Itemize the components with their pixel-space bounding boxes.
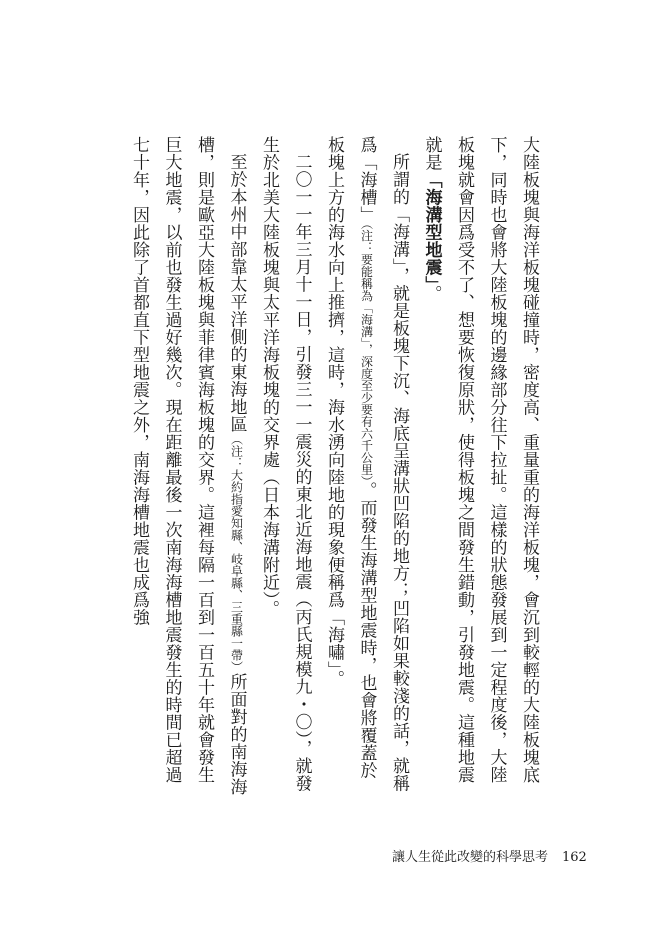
- book-title: 讓人生從此改變的科學思考: [392, 850, 549, 865]
- page-number: 162: [562, 850, 587, 865]
- paragraph-4: [123, 136, 253, 796]
- paragraph-2-text-b: 。而發生海溝型地震時，也會將覆蓋於板塊上方的海水向上推擠，這時，海水湧向陸地的現象便稱爲「海嘯」。: [324, 136, 377, 779]
- paragraph-1-end: 。: [421, 285, 442, 303]
- body-text: [105, 136, 545, 796]
- paragraph-2-text-a: 所謂的「海溝」，就是板塊下沉、海底呈溝狀凹陷的地方；凹陷如果較淺的話，就稱爲「海槽」: [356, 136, 409, 792]
- paragraph-4-text-b: 所面對的南海海槽，則是歐亞大陸板塊與菲律賓海板塊的交界。這裡每隔一百到一百五十年就會發生巨大地震，以前也發生過好幾次。現在距離最後一次南海海槽地震發生的時間已超過七十年，因此除了首都直下型地震之外，南海海槽地震也成爲強: [129, 136, 247, 796]
- paragraph-1-text: 大陸板塊與海洋板塊碰撞時，密度高、重量重的海洋板塊，會沉到較輕的大陸板塊底下，同時也會將大陸板塊的邊緣部分往下拉扯。這樣的狀態發展到一定程度後，大陸板塊就會因爲受不了、想要恢復原狀，使得板塊之間發生錯動，引發地震。這種地震就是: [421, 136, 539, 784]
- page-footer: [392, 846, 587, 865]
- paragraph-3-text: 二〇一一年三月十一日，引發三一一震災的東北近海地震（丙氏規模九・〇），就發生於北美大陸板塊與太平洋海板塊的交界處（日本海溝附近）。: [259, 136, 312, 792]
- annotation-note-1: （注：要能稱為「海溝」，深度至少要有六千公里）: [359, 223, 374, 482]
- paragraph-1: [415, 136, 545, 796]
- term-trench-earthquake: 「海溝型地震」: [421, 171, 442, 285]
- paragraph-4-text-a: 至於本州中部靠太平洋側的東海地區: [226, 153, 247, 433]
- paragraph-3: [253, 136, 318, 796]
- paragraph-2: [318, 136, 416, 796]
- annotation-note-2: （注：大約指愛知縣、岐阜縣、三重縣一帶）: [229, 433, 244, 673]
